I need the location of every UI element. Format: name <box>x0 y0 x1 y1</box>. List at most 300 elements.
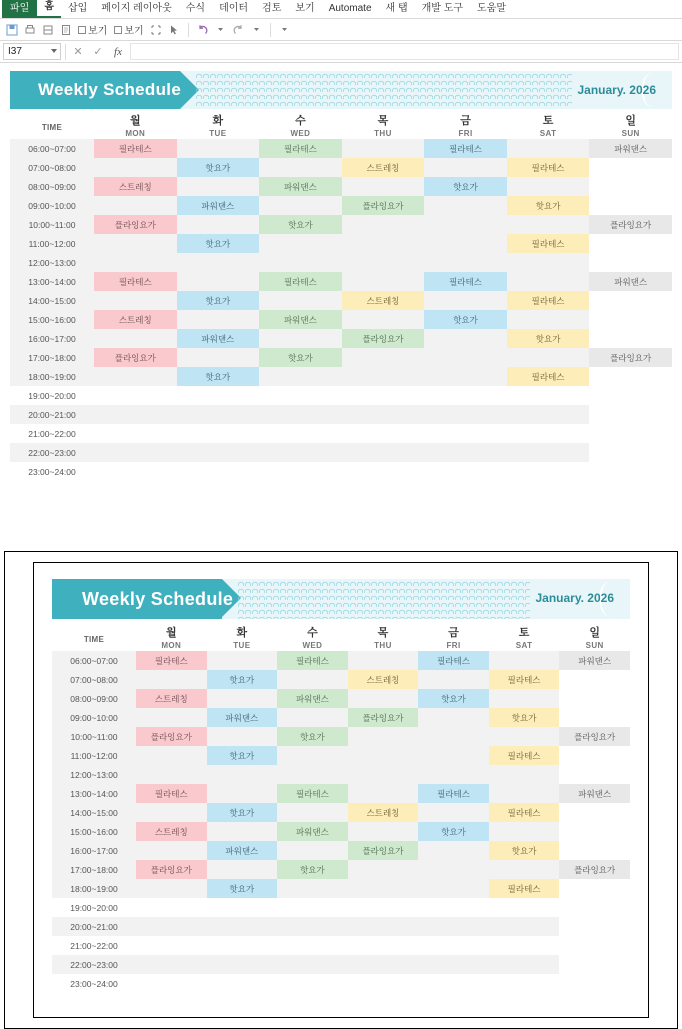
schedule-cell[interactable] <box>507 215 590 234</box>
schedule-cell[interactable] <box>177 424 260 443</box>
schedule-cell[interactable]: 스트레칭 <box>94 310 177 329</box>
preview-schedule-cell <box>559 879 630 898</box>
preview-schedule-cell: 필라테스 <box>489 879 560 898</box>
schedule-cell[interactable] <box>94 158 177 177</box>
schedule-cell[interactable] <box>177 348 260 367</box>
ribbon-tab-data[interactable]: 데이터 <box>219 3 249 14</box>
schedule-cell[interactable] <box>507 139 590 158</box>
schedule-cell[interactable] <box>507 310 590 329</box>
ribbon-tab-page-layout[interactable]: 페이지 레이아웃 <box>101 3 172 14</box>
schedule-cell[interactable] <box>424 367 507 386</box>
preview-time-label: 16:00~17:00 <box>52 841 136 860</box>
ribbon-tab-help[interactable]: 도움말 <box>477 3 507 14</box>
preview-schedule-cell <box>136 746 207 765</box>
schedule-cell[interactable]: 필라테스 <box>94 139 177 158</box>
table-row <box>10 405 672 424</box>
preview-schedule-cell <box>418 670 489 689</box>
preview-schedule-cell <box>489 727 560 746</box>
schedule-cell[interactable] <box>424 196 507 215</box>
confirm-icon[interactable]: ✓ <box>93 46 103 58</box>
preview-table-row <box>52 974 630 993</box>
schedule-cell[interactable]: 필라테스 <box>507 367 590 386</box>
preview-day-header-wed: 수 WED <box>302 627 323 650</box>
schedule-cell[interactable] <box>424 443 507 462</box>
schedule-cell[interactable]: 핫요가 <box>259 215 342 234</box>
schedule-cell[interactable] <box>424 405 507 424</box>
preview-schedule-cell: 필라테스 <box>136 651 207 670</box>
schedule-cell[interactable] <box>177 139 260 158</box>
preview-schedule-cell <box>348 974 419 993</box>
preview-time-label: 13:00~14:00 <box>52 784 136 803</box>
schedule-cell[interactable] <box>342 139 425 158</box>
schedule-cell[interactable] <box>507 424 590 443</box>
schedule-cell[interactable] <box>424 291 507 310</box>
schedule-cell[interactable] <box>589 196 672 215</box>
schedule-cell[interactable] <box>424 348 507 367</box>
schedule-cell[interactable] <box>94 462 177 481</box>
table-row <box>10 215 672 234</box>
schedule-cell[interactable] <box>507 443 590 462</box>
preview-schedule-cell: 파워댄스 <box>277 822 348 841</box>
schedule-cell[interactable] <box>589 310 672 329</box>
schedule-cell[interactable] <box>94 291 177 310</box>
schedule-cell[interactable] <box>94 253 177 272</box>
schedule-cell[interactable]: 파워댄스 <box>259 310 342 329</box>
preview-schedule-cell <box>489 784 560 803</box>
preview-schedule-cell <box>207 955 278 974</box>
schedule-cell[interactable]: 필라테스 <box>94 272 177 291</box>
preview-schedule-cell: 플라잉요가 <box>136 860 207 879</box>
preview-schedule-cell <box>559 841 630 860</box>
preview-schedule-cell <box>489 898 560 917</box>
schedule-cell[interactable]: 플라잉요가 <box>342 196 425 215</box>
preview-schedule-cell <box>207 860 278 879</box>
preview-page-title: Weekly Schedule <box>82 589 234 609</box>
preview-schedule-cell <box>348 727 419 746</box>
time-label: 08:00~09:00 <box>10 177 94 196</box>
preview-schedule-cell: 스트레칭 <box>348 803 419 822</box>
preview-time-label: 10:00~11:00 <box>52 727 136 746</box>
ribbon-tab-automate[interactable]: Automate <box>328 3 372 14</box>
preview-schedule-cell <box>418 974 489 993</box>
preview-schedule-cell <box>418 879 489 898</box>
view-toggle-2[interactable] <box>112 22 145 37</box>
schedule-cell[interactable] <box>177 443 260 462</box>
print-icon[interactable] <box>22 22 37 37</box>
preview-schedule-cell: 필라테스 <box>418 651 489 670</box>
schedule-cell[interactable] <box>259 386 342 405</box>
preview-time-column-header: TIME <box>83 634 105 644</box>
preview-schedule-cell <box>418 746 489 765</box>
preview-schedule-cell <box>559 746 630 765</box>
schedule-cell[interactable] <box>342 177 425 196</box>
preview-table-row <box>52 727 630 746</box>
preview-time-label: 17:00~18:00 <box>52 860 136 879</box>
schedule-cell[interactable] <box>507 405 590 424</box>
preview-schedule-cell <box>277 670 348 689</box>
preview-time-label: 20:00~21:00 <box>52 917 136 936</box>
redo-icon[interactable] <box>231 22 246 37</box>
preview-schedule-cell <box>207 898 278 917</box>
preview-schedule-cell <box>559 708 630 727</box>
schedule-cell[interactable]: 핫요가 <box>507 196 590 215</box>
schedule-cell[interactable] <box>259 291 342 310</box>
schedule-cell[interactable] <box>259 367 342 386</box>
schedule-cell[interactable]: 스트레칭 <box>342 158 425 177</box>
schedule-cell[interactable] <box>342 310 425 329</box>
preview-schedule-cell <box>207 974 278 993</box>
schedule-cell[interactable] <box>589 462 672 481</box>
formula-bar <box>0 41 682 63</box>
preview-table-row <box>52 860 630 879</box>
schedule-cell[interactable] <box>177 405 260 424</box>
schedule-cell[interactable] <box>94 234 177 253</box>
schedule-cell[interactable] <box>589 177 672 196</box>
preview-table-row <box>52 917 630 936</box>
preview-schedule-cell <box>418 936 489 955</box>
preview-schedule-cell <box>559 917 630 936</box>
preview-schedule-cell <box>207 822 278 841</box>
time-label: 06:00~07:00 <box>10 139 94 158</box>
preview-schedule-cell <box>489 860 560 879</box>
schedule-cell[interactable]: 스트레칭 <box>342 291 425 310</box>
schedule-cell[interactable] <box>177 253 260 272</box>
time-label: 19:00~20:00 <box>10 386 94 405</box>
preview-schedule-cell <box>559 670 630 689</box>
chevron-down-icon-undo[interactable] <box>213 22 228 37</box>
schedule-cell[interactable]: 파워댄스 <box>259 177 342 196</box>
schedule-cell[interactable] <box>342 424 425 443</box>
preview-schedule-cell <box>559 955 630 974</box>
preview-time-label: 11:00~12:00 <box>52 746 136 765</box>
schedule-cell[interactable] <box>507 272 590 291</box>
schedule-cell[interactable]: 핫요가 <box>507 329 590 348</box>
preview-schedule-cell <box>136 955 207 974</box>
time-label: 22:00~23:00 <box>10 443 94 462</box>
preview-schedule-cell: 필라테스 <box>489 670 560 689</box>
schedule-cell[interactable] <box>94 405 177 424</box>
preview-schedule-cell <box>418 708 489 727</box>
toolbar-divider-2 <box>270 23 271 37</box>
schedule-cell[interactable] <box>589 291 672 310</box>
frame-icon[interactable] <box>149 22 164 37</box>
worksheet-area[interactable] <box>0 71 682 989</box>
schedule-cell[interactable]: 필라테스 <box>259 272 342 291</box>
preview-schedule-cell <box>136 841 207 860</box>
preview-schedule-cell <box>207 784 278 803</box>
schedule-cell[interactable]: 스트레칭 <box>94 177 177 196</box>
schedule-cell[interactable]: 핫요가 <box>177 158 260 177</box>
view-toggle-1[interactable] <box>76 22 109 37</box>
day-header-mon-en: MON <box>125 129 146 138</box>
schedule-cell[interactable] <box>507 386 590 405</box>
schedule-cell[interactable] <box>589 158 672 177</box>
preview-schedule-cell: 플라잉요가 <box>348 708 419 727</box>
schedule-cell[interactable]: 필라테스 <box>507 234 590 253</box>
print-preview-icon[interactable] <box>40 22 55 37</box>
schedule-cell[interactable] <box>589 386 672 405</box>
save-icon[interactable] <box>4 22 19 37</box>
schedule-cell[interactable]: 핫요가 <box>424 310 507 329</box>
schedule-cell[interactable]: 파워댄스 <box>589 272 672 291</box>
banner-wave-pattern <box>196 71 572 109</box>
more-icon[interactable] <box>277 22 292 37</box>
schedule-cell[interactable]: 핫요가 <box>424 177 507 196</box>
preview-schedule-cell <box>136 879 207 898</box>
preview-schedule-cell: 핫요가 <box>207 746 278 765</box>
schedule-cell[interactable]: 플라잉요가 <box>589 348 672 367</box>
schedule-cell[interactable] <box>342 348 425 367</box>
schedule-cell[interactable] <box>177 272 260 291</box>
ribbon-tab-formulas[interactable]: 수식 <box>185 3 206 14</box>
schedule-cell[interactable] <box>259 443 342 462</box>
table-row <box>10 443 672 462</box>
time-label: 20:00~21:00 <box>10 405 94 424</box>
preview-schedule-cell <box>348 955 419 974</box>
preview-time-label: 23:00~24:00 <box>52 974 136 993</box>
preview-schedule-cell: 플라잉요가 <box>559 860 630 879</box>
schedule-table[interactable] <box>10 115 672 481</box>
schedule-cell[interactable] <box>507 462 590 481</box>
table-header-row <box>10 115 672 139</box>
preview-schedule-cell <box>136 803 207 822</box>
schedule-cell[interactable] <box>424 158 507 177</box>
preview-table-row <box>52 879 630 898</box>
preview-schedule-cell: 필라테스 <box>277 651 348 670</box>
ribbon-tab-insert[interactable]: 삽입 <box>68 3 88 14</box>
schedule-cell[interactable] <box>507 348 590 367</box>
schedule-cell[interactable] <box>424 329 507 348</box>
ribbon-tab-developer[interactable]: 개발 도구 <box>421 3 464 14</box>
preview-schedule-cell: 스트레칭 <box>348 670 419 689</box>
schedule-cell[interactable]: 필라테스 <box>424 139 507 158</box>
preview-schedule-cell <box>489 955 560 974</box>
preview-time-label: 14:00~15:00 <box>52 803 136 822</box>
schedule-cell[interactable] <box>589 424 672 443</box>
preview-schedule-cell <box>277 936 348 955</box>
schedule-cell[interactable]: 파워댄스 <box>177 329 260 348</box>
schedule-cell[interactable]: 핫요가 <box>177 234 260 253</box>
schedule-cell[interactable] <box>342 215 425 234</box>
schedule-cell[interactable] <box>424 215 507 234</box>
formula-input[interactable] <box>130 43 679 60</box>
day-header-fri-ko: 금 <box>460 115 471 127</box>
schedule-cell[interactable] <box>94 329 177 348</box>
preview-schedule-cell <box>418 955 489 974</box>
schedule-cell[interactable]: 플라잉요가 <box>94 348 177 367</box>
preview-schedule-cell <box>418 803 489 822</box>
preview-table-row <box>52 670 630 689</box>
preview-schedule-cell <box>348 822 419 841</box>
preview-time-label: 09:00~10:00 <box>52 708 136 727</box>
print-preview-page <box>33 562 649 1018</box>
preview-schedule-cell: 핫요가 <box>489 708 560 727</box>
schedule-cell[interactable] <box>259 424 342 443</box>
preview-schedule-cell <box>207 917 278 936</box>
table-row <box>10 139 672 158</box>
schedule-cell[interactable] <box>589 405 672 424</box>
schedule-cell[interactable] <box>177 177 260 196</box>
schedule-cell[interactable] <box>177 462 260 481</box>
preview-table-row <box>52 936 630 955</box>
schedule-cell[interactable] <box>259 329 342 348</box>
preview-schedule-cell <box>207 689 278 708</box>
schedule-body <box>10 139 672 481</box>
preview-schedule-banner <box>52 579 630 619</box>
schedule-cell[interactable]: 플라잉요가 <box>342 329 425 348</box>
preview-schedule-cell <box>489 917 560 936</box>
schedule-cell[interactable] <box>342 386 425 405</box>
ribbon-tab-file[interactable]: 파일 <box>2 0 37 18</box>
time-label: 21:00~22:00 <box>10 424 94 443</box>
schedule-cell[interactable] <box>259 405 342 424</box>
checkbox-icon-1 <box>78 26 86 34</box>
time-label: 17:00~18:00 <box>10 348 94 367</box>
preview-schedule-cell <box>277 841 348 860</box>
preview-schedule-cell: 핫요가 <box>277 727 348 746</box>
preview-day-header-mon: 월 MON <box>161 627 182 650</box>
table-row <box>10 177 672 196</box>
schedule-cell[interactable] <box>94 443 177 462</box>
schedule-cell[interactable]: 플라잉요가 <box>94 215 177 234</box>
schedule-cell[interactable] <box>342 462 425 481</box>
chevron-down-icon-namebox[interactable] <box>51 49 57 53</box>
schedule-cell[interactable] <box>424 234 507 253</box>
schedule-cell[interactable]: 필라테스 <box>259 139 342 158</box>
preview-table-header-row <box>52 627 630 651</box>
schedule-cell[interactable] <box>259 158 342 177</box>
preview-banner-wave-pattern <box>238 579 530 619</box>
preview-schedule-cell <box>277 746 348 765</box>
name-box[interactable] <box>3 43 61 60</box>
time-label: 13:00~14:00 <box>10 272 94 291</box>
preview-schedule-cell: 스트레칭 <box>136 689 207 708</box>
preview-schedule-cell <box>489 651 560 670</box>
page-setup-icon[interactable] <box>58 22 73 37</box>
schedule-cell[interactable] <box>177 215 260 234</box>
schedule-cell[interactable] <box>507 177 590 196</box>
preview-schedule-cell: 필라테스 <box>489 803 560 822</box>
schedule-cell[interactable]: 핫요가 <box>177 367 260 386</box>
preview-table-row <box>52 898 630 917</box>
schedule-cell[interactable]: 핫요가 <box>259 348 342 367</box>
chevron-down-icon-redo[interactable] <box>249 22 264 37</box>
preview-schedule-cell: 플라잉요가 <box>559 727 630 746</box>
cancel-icon[interactable]: ✕ <box>73 46 83 58</box>
preview-table-row <box>52 746 630 765</box>
schedule-cell[interactable] <box>259 253 342 272</box>
schedule-cell[interactable] <box>424 462 507 481</box>
preview-schedule-cell <box>348 784 419 803</box>
schedule-cell[interactable] <box>94 196 177 215</box>
schedule-cell[interactable] <box>589 253 672 272</box>
preview-table-row <box>52 841 630 860</box>
ribbon-tab-review[interactable]: 검토 <box>262 3 282 14</box>
schedule-cell[interactable] <box>342 443 425 462</box>
schedule-cell[interactable] <box>259 196 342 215</box>
schedule-cell[interactable] <box>424 253 507 272</box>
preview-schedule-cell: 핫요가 <box>207 803 278 822</box>
schedule-cell[interactable]: 필라테스 <box>507 291 590 310</box>
preview-time-label: 06:00~07:00 <box>52 651 136 670</box>
preview-day-header-thu: 목 THU <box>374 627 392 650</box>
preview-table-row <box>52 689 630 708</box>
preview-schedule-cell <box>136 898 207 917</box>
schedule-cell[interactable] <box>342 272 425 291</box>
pointer-icon[interactable] <box>167 22 182 37</box>
preview-schedule-cell: 핫요가 <box>489 841 560 860</box>
time-label: 18:00~19:00 <box>10 367 94 386</box>
preview-schedule-cell <box>418 860 489 879</box>
time-label: 12:00~13:00 <box>10 253 94 272</box>
schedule-cell[interactable]: 파워댄스 <box>177 196 260 215</box>
schedule-cell[interactable]: 플라잉요가 <box>589 215 672 234</box>
schedule-cell[interactable] <box>424 424 507 443</box>
preview-schedule-body <box>52 651 630 993</box>
preview-schedule-cell <box>136 936 207 955</box>
ribbon-tab-new[interactable]: 새 탭 <box>385 3 408 14</box>
preview-schedule-cell: 핫요가 <box>207 670 278 689</box>
schedule-cell[interactable] <box>177 310 260 329</box>
ribbon-tab-view[interactable]: 보기 <box>295 3 315 14</box>
schedule-cell[interactable] <box>342 253 425 272</box>
fx-icon[interactable]: fx <box>114 45 122 58</box>
preview-schedule-cell: 스트레칭 <box>136 822 207 841</box>
schedule-cell[interactable]: 필라테스 <box>424 272 507 291</box>
schedule-cell[interactable] <box>589 234 672 253</box>
preview-schedule-cell <box>207 727 278 746</box>
preview-schedule-cell <box>136 917 207 936</box>
table-row <box>10 272 672 291</box>
schedule-cell[interactable]: 핫요가 <box>177 291 260 310</box>
schedule-banner <box>10 71 672 109</box>
preview-schedule-cell <box>277 708 348 727</box>
ribbon-tab-home[interactable]: 홈 <box>37 0 61 18</box>
schedule-cell[interactable] <box>424 386 507 405</box>
schedule-cell[interactable] <box>342 234 425 253</box>
undo-icon[interactable] <box>195 22 210 37</box>
schedule-cell[interactable] <box>507 253 590 272</box>
schedule-cell[interactable]: 필라테스 <box>507 158 590 177</box>
schedule-cell[interactable] <box>589 329 672 348</box>
preview-schedule-cell <box>277 917 348 936</box>
time-column-header: TIME <box>41 122 63 132</box>
schedule-cell[interactable] <box>259 234 342 253</box>
schedule-cell[interactable] <box>259 462 342 481</box>
preview-day-header-fri: 금 FRI <box>446 627 461 650</box>
schedule-cell[interactable] <box>342 405 425 424</box>
schedule-cell[interactable] <box>94 386 177 405</box>
preview-day-header-sun: 일 SUN <box>585 627 604 650</box>
schedule-cell[interactable] <box>177 386 260 405</box>
schedule-cell[interactable] <box>94 424 177 443</box>
preview-time-label: 12:00~13:00 <box>52 765 136 784</box>
preview-month-label: January. 2026 <box>535 591 614 605</box>
preview-schedule-cell <box>489 689 560 708</box>
preview-table-row <box>52 708 630 727</box>
schedule-cell[interactable] <box>94 367 177 386</box>
preview-schedule-cell <box>207 765 278 784</box>
time-label: 07:00~08:00 <box>10 158 94 177</box>
schedule-cell[interactable] <box>589 443 672 462</box>
schedule-cell[interactable]: 파워댄스 <box>589 139 672 158</box>
preview-schedule-cell <box>348 917 419 936</box>
schedule-cell[interactable] <box>342 367 425 386</box>
schedule-cell[interactable] <box>589 367 672 386</box>
preview-schedule-cell: 파워댄스 <box>207 841 278 860</box>
day-header-wed-en: WED <box>290 129 311 138</box>
day-header-sun <box>589 115 672 139</box>
